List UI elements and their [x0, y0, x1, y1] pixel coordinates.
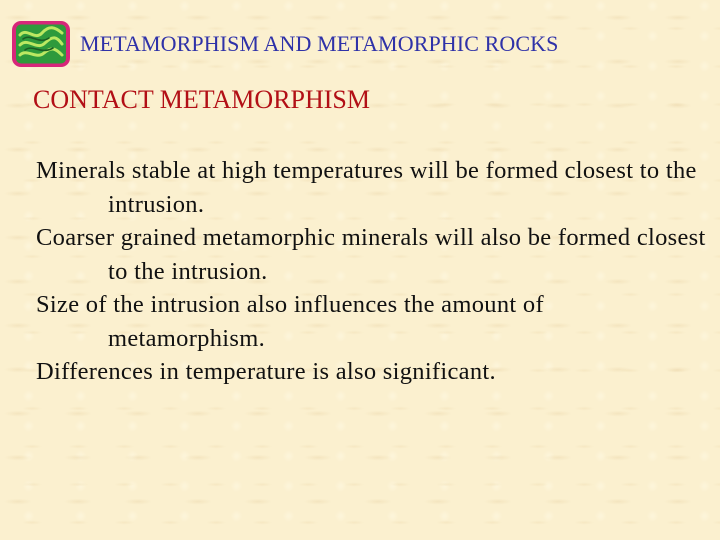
- list-item: Differences in temperature is also significant.: [36, 358, 496, 385]
- list-item: Minerals stable at high temperatures will be formed closest to the intrusion.: [36, 157, 697, 218]
- bullet-list: [36, 154, 706, 389]
- section-heading: CONTACT METAMORPHISM: [33, 85, 371, 114]
- rock-swirl-icon: [11, 20, 71, 68]
- slide-title: METAMORPHISM AND METAMORPHIC ROCKS: [80, 31, 559, 56]
- list-item: Coarser grained metamorphic minerals will also be formed closest to the intrusion.: [36, 224, 706, 285]
- list-item: Size of the intrusion also influences the amount of metamorphism.: [36, 291, 544, 352]
